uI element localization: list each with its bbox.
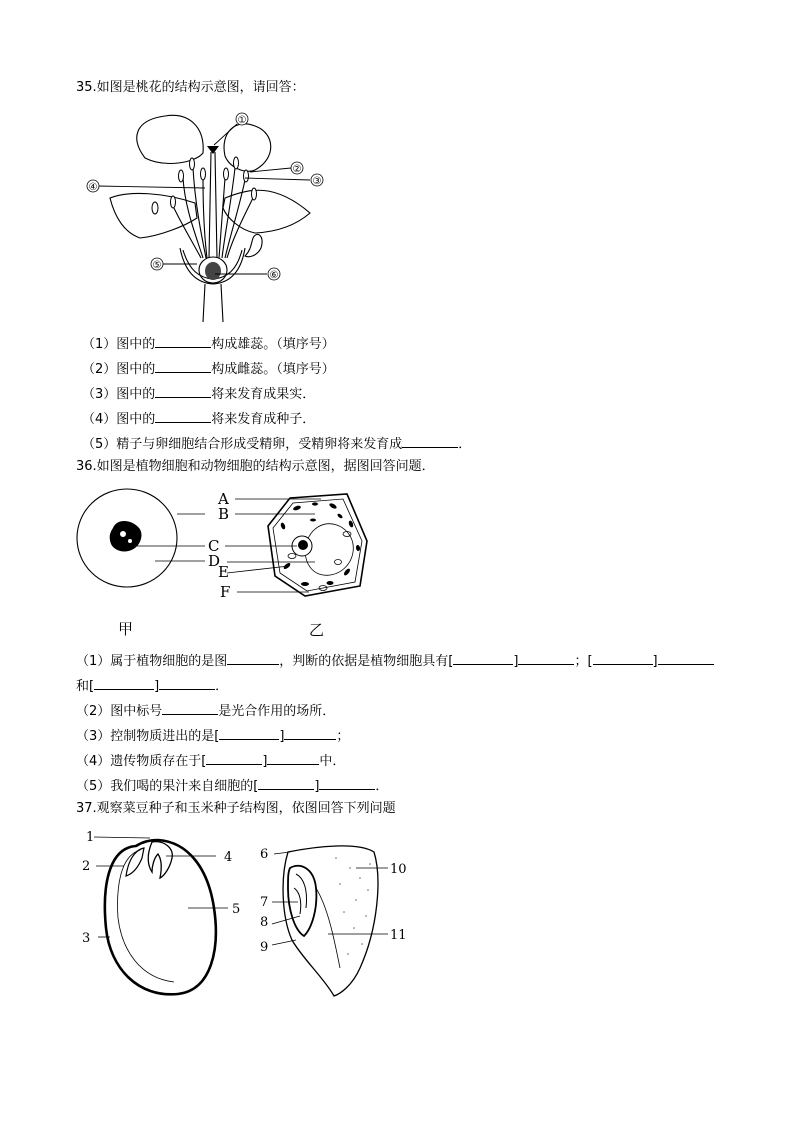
seed-label-5: 5 — [232, 902, 241, 917]
q35-item-1: （1）图中的 构成雄蕊。（填序号） — [82, 334, 335, 353]
answer-blank[interactable] — [593, 651, 653, 665]
q35-item-4: （4）图中的 将来发育成种子． — [82, 409, 315, 428]
flower-label-4: ④ — [88, 182, 98, 193]
answer-blank[interactable] — [453, 651, 513, 665]
peach-flower-diagram — [85, 108, 325, 326]
answer-blank[interactable] — [159, 676, 215, 690]
answer-blank[interactable] — [155, 384, 211, 398]
corn-seed-coat — [283, 846, 378, 996]
cell-label-E: E — [218, 563, 229, 581]
flower-label-3: ③ — [312, 176, 322, 187]
cell-diagram — [75, 486, 385, 606]
q35-title: 35.如图是桃花的结构示意图，请回答： — [76, 80, 305, 95]
flower-label-5: ⑤ — [152, 260, 162, 271]
q36-item-3: （3）控制物质进出的是[ ] ； — [76, 726, 349, 745]
answer-blank[interactable] — [155, 409, 211, 423]
answer-blank[interactable] — [319, 776, 375, 790]
cell-label-D: D — [208, 552, 221, 570]
seed-label-7: 7 — [260, 895, 269, 910]
answer-blank[interactable] — [162, 701, 218, 715]
q36-item-4: （4）遗传物质存在于[ ] 中． — [76, 751, 345, 770]
flower-label-2: ② — [292, 164, 302, 175]
seed-label-9: 9 — [260, 940, 269, 955]
seed-diagram — [78, 828, 418, 1000]
q36-title: 36.如图是植物细胞和动物细胞的结构示意图，据图回答问题． — [76, 459, 435, 474]
seed-label-4: 4 — [224, 850, 233, 865]
answer-blank[interactable] — [155, 334, 211, 348]
seed-label-6: 6 — [260, 847, 269, 862]
q35-item-3: （3）图中的 将来发育成果实． — [82, 384, 315, 403]
cell-label-C: C — [208, 537, 220, 555]
q36-item-1: （1）属于植物细胞的是图 ，判断的依据是植物细胞具有[ ] ；[ ] — [76, 651, 714, 670]
q36-item-1-cont: 和[ ] ． — [76, 676, 228, 695]
plant-cell-wall — [268, 494, 367, 596]
caption-animal-cell: 甲 — [118, 620, 134, 638]
bean-plumule — [148, 842, 172, 878]
cell-label-A: A — [218, 490, 229, 508]
seed-label-3: 3 — [82, 931, 91, 946]
answer-blank[interactable] — [155, 359, 211, 373]
bean-seed-coat — [105, 840, 216, 994]
answer-blank[interactable] — [402, 434, 458, 448]
q37-title: 37.观察菜豆种子和玉米种子结构图，依图回答下列问题 — [76, 801, 396, 816]
answer-blank[interactable] — [258, 776, 314, 790]
answer-blank[interactable] — [94, 676, 154, 690]
q35-item-5: （5）精子与卵细胞结合形成受精卵，受精卵将来发育成 ． — [82, 434, 471, 453]
answer-blank[interactable] — [518, 651, 574, 665]
answer-blank[interactable] — [206, 751, 262, 765]
answer-blank[interactable] — [284, 726, 336, 740]
answer-blank[interactable] — [219, 726, 279, 740]
answer-blank[interactable] — [227, 651, 279, 665]
seed-label-10: 10 — [390, 862, 407, 877]
animal-cell-nucleus — [110, 521, 142, 551]
seed-label-1: 1 — [86, 830, 95, 845]
answer-blank[interactable] — [658, 651, 714, 665]
flower-label-1: ① — [237, 115, 247, 126]
cell-label-B: B — [218, 505, 230, 523]
q35-item-2: （2）图中的 构成雌蕊。（填序号） — [82, 359, 335, 378]
cell-label-F: F — [220, 583, 231, 601]
seed-label-8: 8 — [260, 915, 269, 930]
flower-label-6: ⑥ — [269, 270, 279, 281]
plant-cell-membrane — [273, 499, 362, 591]
seed-label-2: 2 — [82, 859, 91, 874]
q36-item-5: （5）我们喝的果汁来自细胞的[ ] ． — [76, 776, 388, 795]
seed-label-11: 11 — [390, 928, 407, 943]
q36-item-2: （2）图中标号 是光合作用的场所． — [76, 701, 335, 720]
answer-blank[interactable] — [267, 751, 319, 765]
caption-plant-cell: 乙 — [309, 621, 325, 639]
corn-embryo — [288, 866, 316, 936]
